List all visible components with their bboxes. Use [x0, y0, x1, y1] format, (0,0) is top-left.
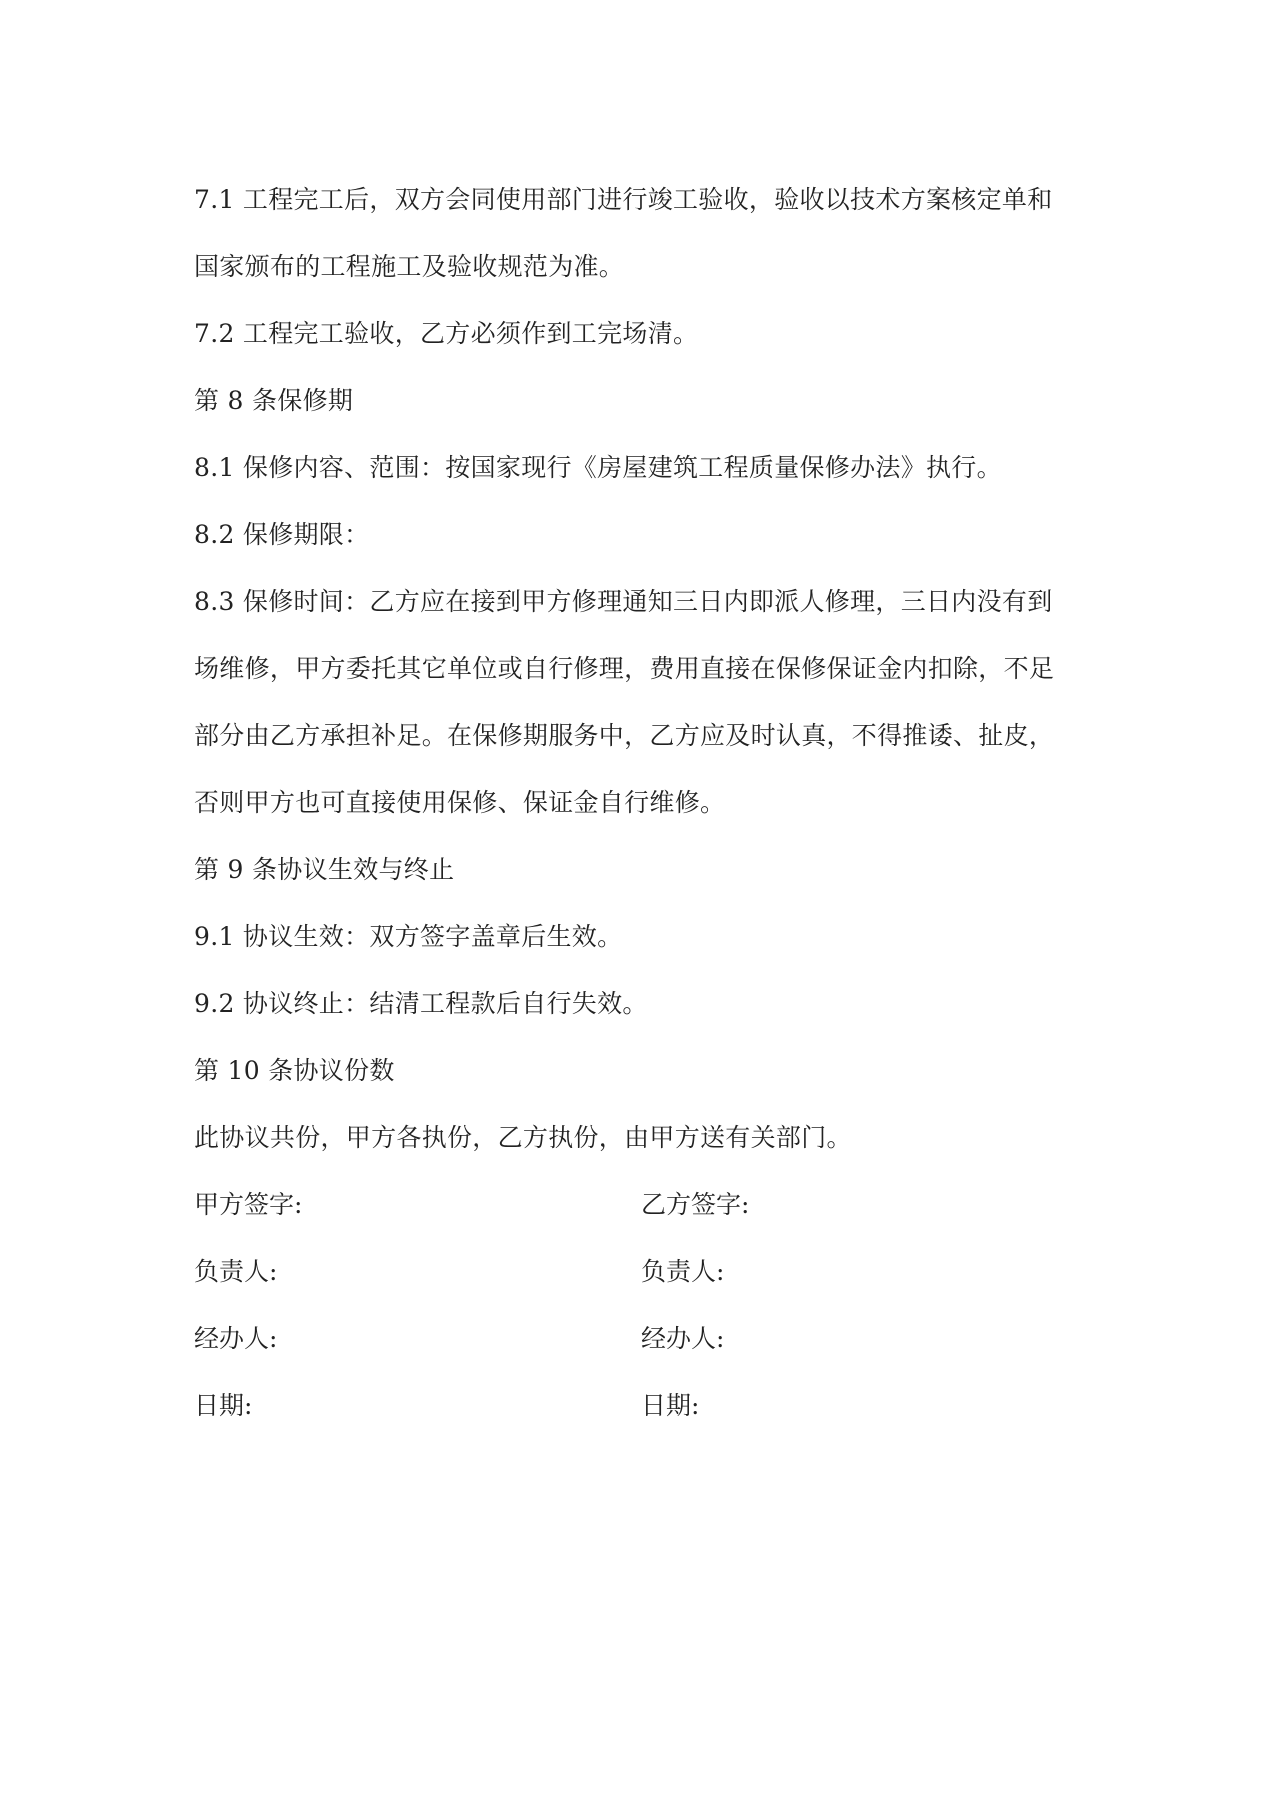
- clause-8-3-line-4: 否则甲方也可直接使用保修、保证金自行维修。: [194, 788, 726, 817]
- article-9-heading: 第 9 条协议生效与终止: [194, 855, 455, 884]
- copies-paragraph: 此协议共份，甲方各执份，乙方执份，由甲方送有关部门。: [194, 1123, 852, 1152]
- clause-8-2: 8.2 保修期限：: [194, 520, 370, 549]
- clause-7-2: 7.2 工程完工验收，乙方必须作到工完场清。: [194, 319, 699, 348]
- clause-7-1-line-2: 国家颁布的工程施工及验收规范为准。: [194, 252, 625, 281]
- party-a-handler-label: 经办人:: [194, 1324, 278, 1353]
- date-row: [194, 1372, 1094, 1439]
- article-10-heading: 第 10 条协议份数: [194, 1056, 395, 1085]
- responsible-row: [194, 1238, 1094, 1305]
- clause-9-2: 9.2 协议终止：结清工程款后自行失效。: [194, 989, 648, 1018]
- clause-8-3-line-2: 场维修，甲方委托其它单位或自行修理，费用直接在保修保证金内扣除，不足: [194, 654, 1055, 683]
- article-8-heading: 第 8 条保修期: [194, 386, 354, 415]
- party-a-date-label: 日期:: [194, 1391, 253, 1420]
- party-b-handler-label: 经办人:: [641, 1324, 725, 1353]
- handler-row: [194, 1305, 1094, 1372]
- clause-8-3-line-3: 部分由乙方承担补足。在保修期服务中，乙方应及时认真，不得推诿、扯皮，: [194, 721, 1055, 750]
- clause-9-1: 9.1 协议生效：双方签字盖章后生效。: [194, 922, 623, 951]
- party-b-sign-label: 乙方签字:: [641, 1190, 750, 1219]
- clause-8-3-line-1: 8.3 保修时间：乙方应在接到甲方修理通知三日内即派人修理，三日内没有到: [194, 587, 1053, 616]
- clause-8-1: 8.1 保修内容、范围：按国家现行《房屋建筑工程质量保修办法》执行。: [194, 453, 1002, 482]
- document-body: [194, 166, 1094, 1439]
- clause-7-1-line-1: 7.1 工程完工后，双方会同使用部门进行竣工验收，验收以技术方案核定单和: [194, 185, 1053, 214]
- party-b-date-label: 日期:: [641, 1391, 700, 1420]
- party-b-responsible-label: 负责人:: [641, 1257, 725, 1286]
- signature-row: [194, 1171, 1094, 1238]
- party-a-responsible-label: 负责人:: [194, 1257, 278, 1286]
- party-a-sign-label: 甲方签字:: [194, 1190, 303, 1219]
